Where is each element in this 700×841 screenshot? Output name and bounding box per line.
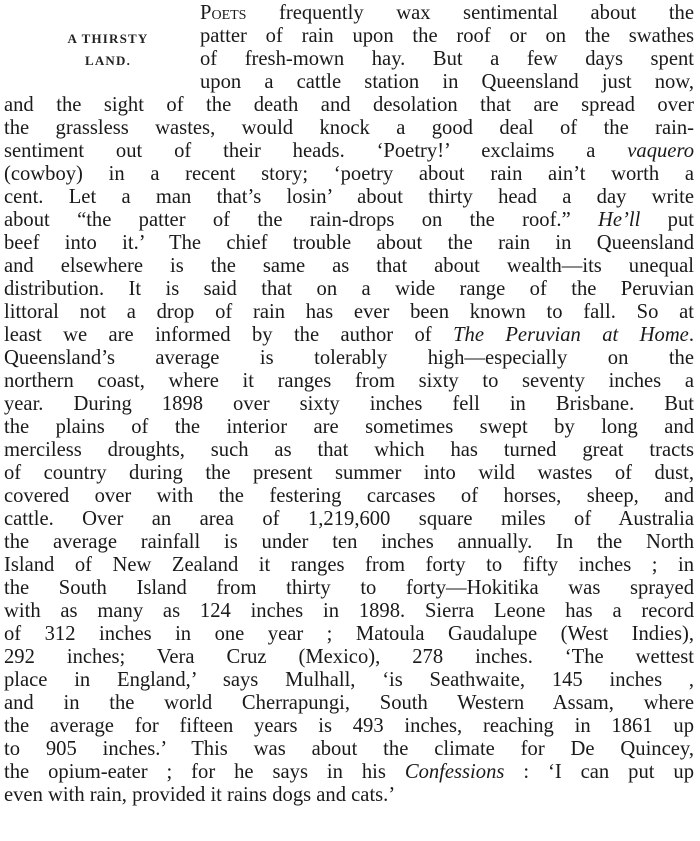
text-line: distribution. It is said that on a wide range of the Peruvian: [4, 278, 694, 300]
text-line: year. During 1898 over sixty inches fell in Brisbane. But: [4, 393, 694, 415]
text-line: to 905 inches.’ This was about the climate for De Quincey,: [4, 738, 694, 760]
text-line: sentiment out of their heads. ‘Poetry!’ exclaims a vaquero: [4, 140, 694, 162]
text-line: upon a cattle station in Queensland just now,: [200, 71, 694, 93]
text-line: 292 inches; Vera Cruz (Mexico), 278 inches. ‘The wettest: [4, 646, 694, 668]
margin-heading-line-1: A THIRSTY: [67, 31, 149, 46]
text-line: patter of rain upon the roof or on the swathes: [200, 25, 694, 47]
text-line: the average for fifteen years is 493 inches, reaching in 1861 up: [4, 715, 694, 737]
text-line: littoral not a drop of rain has ever been known to fall. So at: [4, 301, 694, 323]
text-line: cent. Let a man that’s losin’ about thirty head a day write: [4, 186, 694, 208]
text-line: the plains of the interior are sometimes swept by long and: [4, 416, 694, 438]
text-line: the opium-eater ; for he says in his Confessions : ‘I can put up: [4, 761, 694, 783]
text-line: cattle. Over an area of 1,219,600 square miles of Australia: [4, 508, 694, 530]
text-line: of 312 inches in one year ; Matoula Gaudalupe (West Indies),: [4, 623, 694, 645]
text-line: Poets frequently wax sentimental about the: [200, 2, 694, 24]
text-line: and elsewhere is the same as that about wealth—its unequal: [4, 255, 694, 277]
text-line: northern coast, where it ranges from sixty to seventy inches a: [4, 370, 694, 392]
text-line: even with rain, provided it rains dogs and cats.’: [4, 784, 396, 806]
margin-heading: [44, 28, 172, 72]
text-line: of country during the present summer into wild wastes of dust,: [4, 462, 694, 484]
margin-heading-line-2: LAND.: [84, 53, 132, 68]
text-line: Queensland’s average is tolerably high—especially on the: [4, 347, 694, 369]
text-line: place in England,’ says Mulhall, ‘is Seathwaite, 145 inches ,: [4, 669, 694, 691]
text-line: of fresh-mown hay. But a few days spent: [200, 48, 694, 70]
text-line: with as many as 124 inches in 1898. Sierra Leone has a record: [4, 600, 694, 622]
text-line: beef into it.’ The chief trouble about the rain in Queensland: [4, 232, 694, 254]
text-line: and in the world Cherrapungi, South Western Assam, where: [4, 692, 694, 714]
text-line: the average rainfall is under ten inches annually. In the North: [4, 531, 694, 553]
text-line: merciless droughts, such as that which has turned great tracts: [4, 439, 694, 461]
text-line: the grassless wastes, would knock a good deal of the rain-: [4, 117, 694, 139]
text-line: and the sight of the death and desolation that are spread over: [4, 94, 694, 116]
text-line: covered over with the festering carcases of horses, sheep, and: [4, 485, 694, 507]
text-line: least we are informed by the author of The Peruvian at Home.: [4, 324, 694, 346]
text-line: Island of New Zealand it ranges from forty to fifty inches ; in: [4, 554, 694, 576]
text-line: about “the patter of the rain-drops on the roof.” He’ll put: [4, 209, 695, 231]
text-line: the South Island from thirty to forty—Hokitika was sprayed: [4, 577, 694, 599]
text-line: (cowboy) in a recent story; ‘poetry about rain ain’t worth a: [4, 163, 694, 185]
